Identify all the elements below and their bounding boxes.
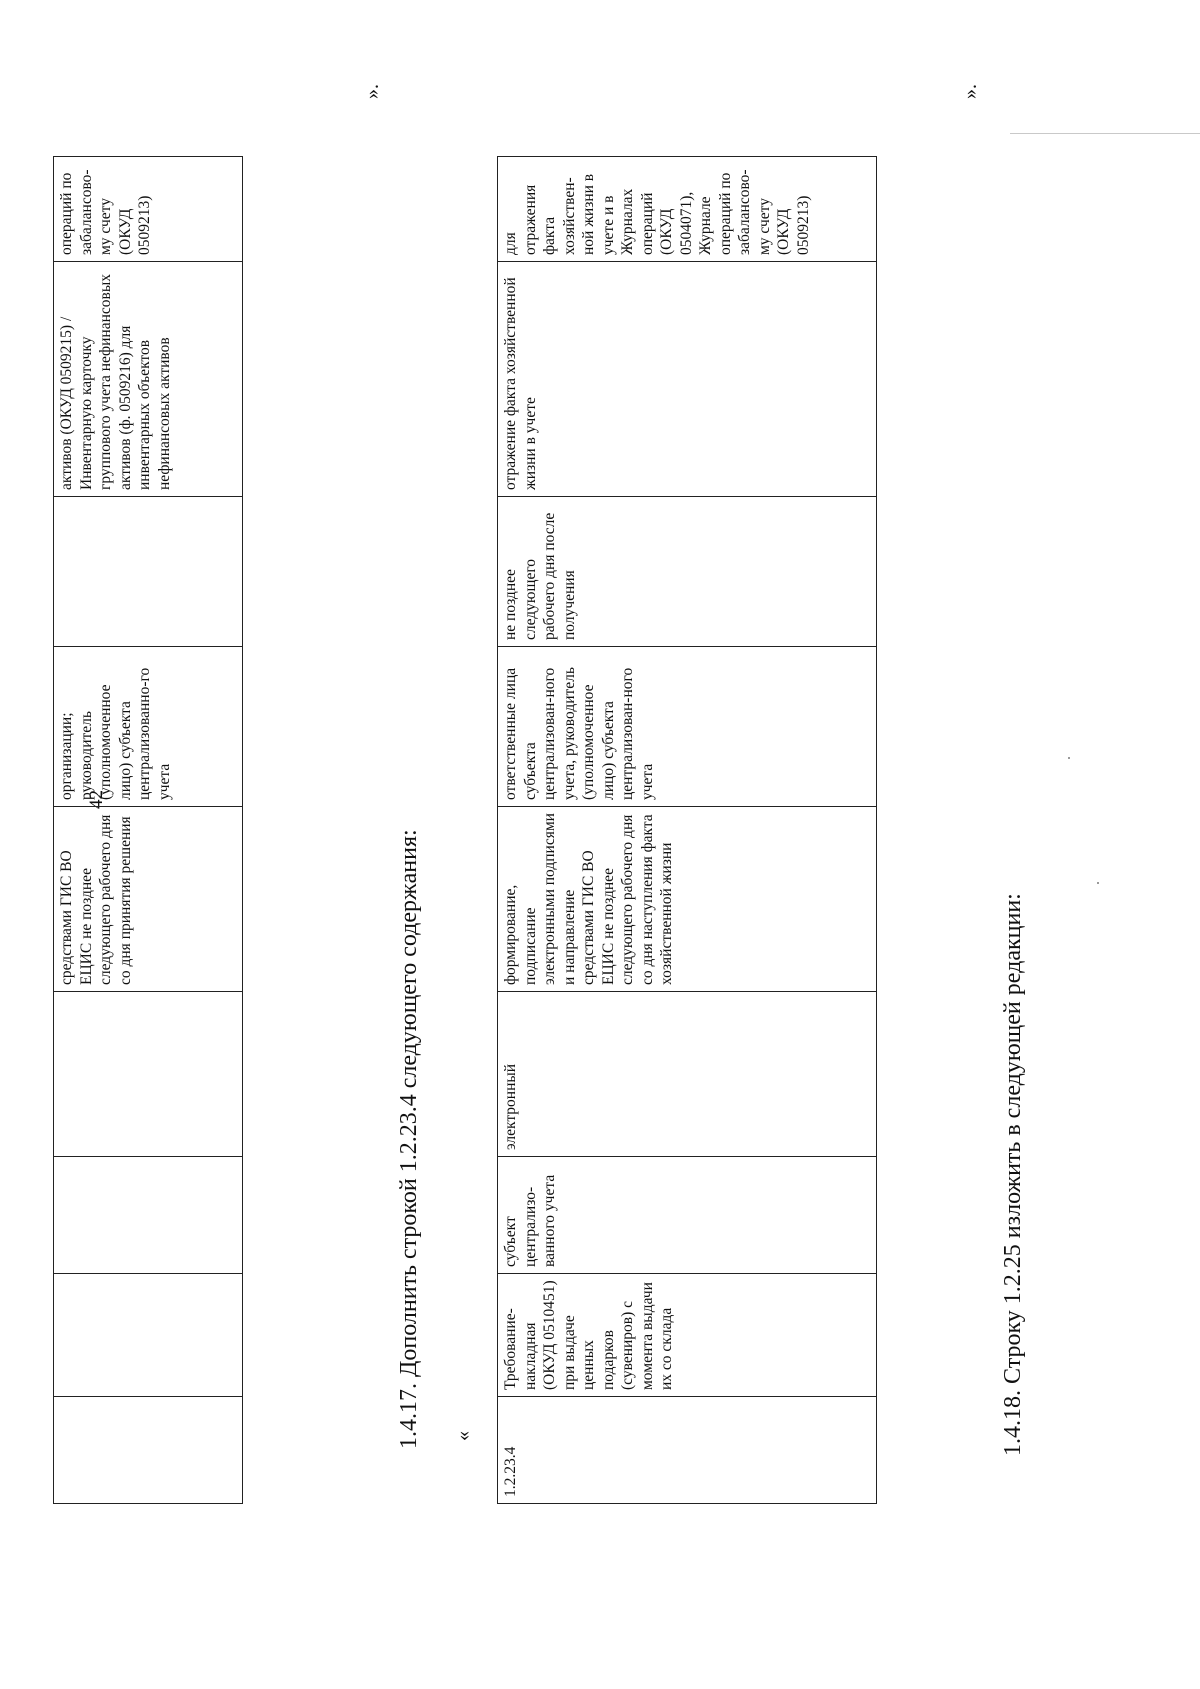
table-cell bbox=[54, 497, 243, 647]
table-cell bbox=[54, 1157, 243, 1274]
section-heading: 1.4.18. Строку 1.2.25 изложить в следующей редакции: bbox=[1000, 893, 1026, 1456]
table-row bbox=[498, 157, 877, 1504]
table-continuation bbox=[53, 156, 243, 1504]
table-cell: не позднее следующего рабочего дня после получения bbox=[498, 497, 877, 647]
table-cell: Требование-накладная (ОКУД 0510451) при выдаче ценных подарков (сувениров) с момента выдачи их со склада bbox=[498, 1274, 877, 1397]
scan-edge-line bbox=[1010, 133, 1200, 134]
table-cell bbox=[54, 1397, 243, 1504]
table-cell bbox=[54, 992, 243, 1157]
table-cell: ответственные лица субъекта централизован-ного учета, руководитель (уполномоченное лицо) субъекта централизован-ного учета bbox=[498, 647, 877, 807]
table-new-row bbox=[497, 156, 877, 1504]
table-cell: 1.2.23.4 bbox=[498, 1397, 877, 1504]
table-cell bbox=[54, 1274, 243, 1397]
scan-speck bbox=[1097, 882, 1099, 884]
table-cell: формирование, подписание электронными подписями и направление средствами ГИС ВО ЕЦИС не позднее следующего рабочего дня со дня наступления факта хозяйственной жизни bbox=[498, 807, 877, 992]
table-cell: субъект централизо-ванного учета bbox=[498, 1157, 877, 1274]
table-row bbox=[54, 157, 243, 1504]
table-cell: операций по забалансово-му счету (ОКУД 0509213) bbox=[54, 157, 243, 262]
closing-quote: ». bbox=[361, 84, 383, 99]
table-cell: организации; руководитель (уполномоченное лицо) субъекта централизованно-го учета bbox=[54, 647, 243, 807]
scan-speck bbox=[1068, 757, 1070, 759]
opening-quote: « bbox=[452, 1431, 474, 1441]
table-cell: отражение факта хозяйственной жизни в учете bbox=[498, 262, 877, 497]
table-cell: активов (ОКУД 0509215) / Инвентарную карточку группового учета нефинансовых активов (ф. 0509216) для инвентарных объектов нефинансовых активов bbox=[54, 262, 243, 497]
closing-quote: ». bbox=[959, 84, 981, 99]
table-cell: для отражения факта хозяйствен-ной жизни в учете и в Журналах операций (ОКУД 0504071), Журнале операций по забалансово-му счету (ОКУД 0509213) bbox=[498, 157, 877, 262]
table-cell: электронный bbox=[498, 992, 877, 1157]
page-number: 42 bbox=[86, 790, 107, 809]
table-cell: средствами ГИС ВО ЕЦИС не позднее следующего рабочего дня со дня принятия решения bbox=[54, 807, 243, 992]
section-heading: 1.4.17. Дополнить строкой 1.2.23.4 следующего содержания: bbox=[396, 829, 422, 1449]
